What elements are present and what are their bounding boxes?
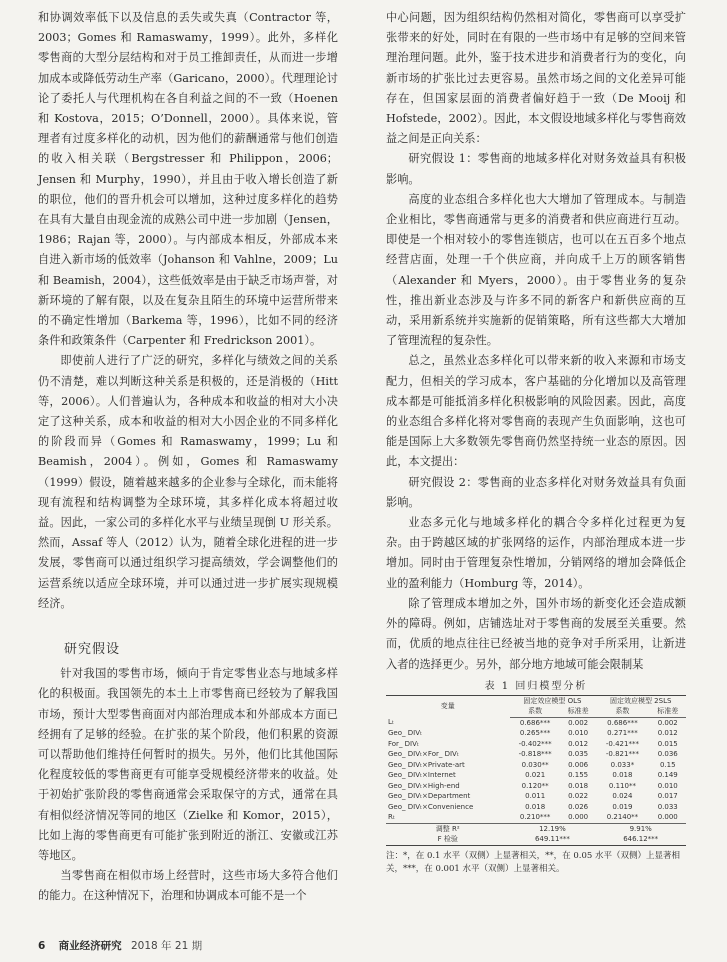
issue-label: 2018 年 21 期 [131,940,203,952]
r2-model2: 9.91% [629,824,652,833]
f-model2: 646.12*** [595,834,686,845]
paragraph: 即使前人进行了广泛的研究，多样化与绩效之间的关系仍不清楚，难以判断这种关系是积极的，还是消极的（Hitt 等，2006）。人们普遍认为，各种成本和收益的相对大小决定了这种关系，成本和收益的相对大小因企业的不同多样化的阶段而异（Gomes 和 Ramaswamy，1999；Lu 和 Beamish，2004）。例如，Gomes 和 Ramaswamy（1999）假设，随着越来越多的企业参与全球化，而未能将现有流程和结构调整为全球环境，其多样化成本将超过收益。因此，一家公司的多样化水平与业绩呈现倒 U 形关系。然而，Assaf 等人（2012）认为，随着全球化进程的进一步发展，零售商可以通过组织学习提高绩效，学会调整他们的运营系统以适应全球环境，并可以通过进一步扩展实现规模经济。 [38,354,338,610]
table-cell: 0.265*** [519,729,551,738]
table-cell: Geo_ DIVₜ×Private-art [388,760,465,769]
paragraph: 针对我国的零售市场，倾向于肯定零售业态与地域多样化的积极面。我国领先的本土上市零售商已经较为了解我国市场，预计大型零售商面对内部治理成本和外部成本方面已经拥有了足够的经验。在扩张的某个阶段，他们积累的资源可以帮助他们维持任何暂时的损失。另外，他们比其他国际化程度较低的零售商更有可能享受规模经济带来的收益。处于初始扩张阶段的零售商通常会采取保守的方式，通常在具有相似经济情况等同的地区（Zielke 和 Komor，2015），比如上海的零售商更有可能扩张到附近的浙江、安徽或江苏等地区。 [38,667,338,862]
table-cell: 0.271*** [607,729,638,738]
table-header-coef: 系数 [510,706,561,717]
table-cell: 0.012 [568,739,589,748]
table-cell: 0.015 [657,739,678,748]
table-cell: 0.021 [525,771,546,780]
table-cell: -0.402*** [518,739,552,748]
section-title: 研究假设 [64,642,121,658]
table-cell: 0.15 [659,760,676,769]
table-cell: 0.033 [657,802,678,811]
table-row [386,802,686,813]
table-cell: Geo_ DIVₜ×High-end [388,781,460,790]
table-row [386,812,686,823]
journal-name: 商业经济研究 [58,940,122,952]
table-cell: 0.2140** [595,812,649,823]
table-cell: 0.002 [657,718,678,727]
paragraph: 总之，虽然业态多样化可以带来新的收入来源和市场支配力，但相关的学习成本，客户基础的分化增加以及高管理成本都是可能抵消多样化积极影响的风险因素。因此，高度的业态组合多样化将对零售商的表现产生负面影响，这也可能是国际上大多数领先零售商仍然坚持统一业态的原因。因此，本文提出： [386,354,686,469]
table-cell: 0.030** [521,760,549,769]
paragraph: 当零售商在相似市场上经营时，这些市场大多符合他们的能力。在这种情况下，治理和协调成本可能不是一个 [38,869,338,903]
table-cell: 0.686*** [519,718,551,727]
table-row [386,728,686,739]
table-cell: 0.024 [612,792,633,801]
right-column [386,8,686,876]
table-cell: 0.002 [568,718,589,727]
left-column [38,8,338,907]
table-cell: 0.006 [568,760,589,769]
table-cell: For_ DIVₜ [388,739,419,748]
table-cell: 0.010 [657,781,678,790]
table-cell: 0.033* [610,760,635,769]
table-cell: -0.821*** [605,750,639,759]
table-header-se: 标准差 [561,706,596,717]
table-cell: 0.026 [568,802,589,811]
table-cell: 0.018 [525,802,546,811]
table-header-variable: 变量 [386,695,510,717]
table-header-coef: 系数 [595,706,649,717]
table-caption: 表 1 回归模型分析 [484,680,588,692]
table-cell: Geo_ DIVₜ [388,729,423,738]
table-cell: 0.210*** [510,812,561,823]
table-cell: 0.686*** [607,718,638,727]
page-number: 6 [38,940,46,952]
table-row [386,781,686,792]
table-header-model2: 固定效应模型 2SLS [595,695,686,706]
table-cell: 0.110** [608,781,636,790]
table-cell: 0.011 [525,792,546,801]
table-cell: Geo_ DIVₜ×For_ DIVₜ [388,750,459,759]
table-cell: 0.000 [649,812,686,823]
table-header-model1: 固定效应模型 OLS [510,695,596,706]
page-footer [38,938,202,953]
table-cell: 0.017 [657,792,678,801]
table-header-se: 标准差 [649,706,686,717]
table-cell: -0.421*** [605,739,639,748]
table-cell: 0.022 [568,792,589,801]
table-cell: 0.018 [612,771,633,780]
table-cell: 0.120** [521,781,549,790]
regression-table [386,695,686,846]
table-cell: 0.012 [657,729,678,738]
table-row [386,770,686,781]
table-row [386,760,686,771]
table-note: 注：*，在 0.1 水平（双侧）上显著相关，**，在 0.05 水平（双侧）上显著相关，***，在 0.001 水平（双侧）上显著相关。 [386,850,681,874]
table-cell: 0.000 [561,812,596,823]
table-row [386,791,686,802]
table-cell: 0.018 [568,781,589,790]
paragraph: 高度的业态组合多样化也大大增加了管理成本。与制造企业相比，零售商通常与更多的消费者和供应商进行互动。即使是一个相对较小的零售连锁店，也可以在五百多个地点经营店面，处理一千个供应商，并向成千上万的顾客销售（Alexander 和 Myers，2000）。由于零售业务的复杂性，推出新业态涉及与许多不同的新客户和新供应商的互动，采用新系统并实施新的促销策略，所有这些都大大增加了管理流程的复杂性。 [386,192,686,348]
paragraph: 中心问题，因为组织结构仍然相对简化，零售商可以享受扩张带来的好处，同时在有限的一些市场中有足够的空间来管理治理问题。此外，鉴于技术进步和消费者行为的变化，向新市场的扩张比过去更容易。虽然市场之间的文化差异可能存在，但国家层面的消费者偏好趋于一致（De Mooij 和 Hofstede，2002）。因此，本文假设地域多样化与零售商效益之间是正向关系： [386,11,686,146]
table-cell: 0.149 [657,771,678,780]
paragraph: 除了管理成本增加之外，国外市场的新变化还会造成额外的障碍。例如，店铺选址对于零售商的发展至关重要。然而，优质的地点往往已经被当地的竞争对手所采用，让新进入者的选择更少。另外，部分地方地域可能会限制某 [386,596,686,671]
table-cell: -0.818*** [518,750,552,759]
table-cell: 0.010 [568,729,589,738]
paragraph: 业态多元化与地域多样化的耦合令多样化过程更为复杂。由于跨越区域的扩张网络的运作，内部治理成本进一步增加。同时由于管理复杂性增加，分销网络的增加会降低企业的盈利能力（Homburg 等，2014）。 [386,516,686,590]
table-row [386,749,686,760]
f-label: F 检验 [386,834,510,845]
r2-label: 调整 R² [435,824,460,833]
table-cell: Rₜ [386,812,510,823]
table-cell: Lₜ [388,718,394,727]
table-cell: Geo_ DIVₜ×Department [388,792,471,801]
table-cell: 0.155 [568,771,589,780]
hypothesis-2: 研究假设 2：零售商的业态多样化对财务效益具有负面影响。 [386,475,686,509]
r2-model1: 12.19% [539,824,566,833]
f-model1: 649.11*** [510,834,596,845]
table-cell: Geo_ DIVₜ×Internet [388,771,456,780]
table-cell: 0.019 [612,802,633,811]
hypothesis-1: 研究假设 1：零售商的地域多样化对财务效益具有积极影响。 [386,152,686,186]
paragraph: 和协调效率低下以及信息的丢失或失真（Contractor 等，2003；Gomes 和 Ramaswamy，1999）。此外，多样化零售商的大型分层结构和对于员工推卸责任，从而进一步增加成本或降低劳动生产率（Garicano，2000）。代理理论讨论了委托人与代理机构在各自利益之间的不一致（Hoenen 和 Kostova，2015；O’Donnell，2000）。具体来说，管理者有过度多样化的动机，因为他们的薪酬通常与他们创造的收入相关联（Bergstresser 和 Philippon，2006；Jensen 和 Murphy，1990），并且由于收入增长创造了新的职位，他们的晋升机会可以增加，这种过度多样化的趋势在具有大量自由现金流的成熟公司中进一步加剧（Jensen，1986；Rajan 等，2000）。与内部成本相反，外部成本来自进入新市场的低效率（Johanson 和 Vahlne，2009；Lu 和 Beamish，2004），这些低效率是由于缺乏市场声誉，对新环境的了解有限，以及在复杂且陌生的环境中运营所带来的不确定性增加（Barkema 等，1996），比如不同的经济条件和政策条件（Carpenter 和 Fredrickson 2001）。 [38,11,338,348]
table-cell: 0.035 [568,750,589,759]
table-cell: 0.036 [657,750,678,759]
table-row [386,739,686,750]
table-cell: Geo_ DIVₜ×Convenience [388,802,474,811]
table-row [386,717,686,728]
